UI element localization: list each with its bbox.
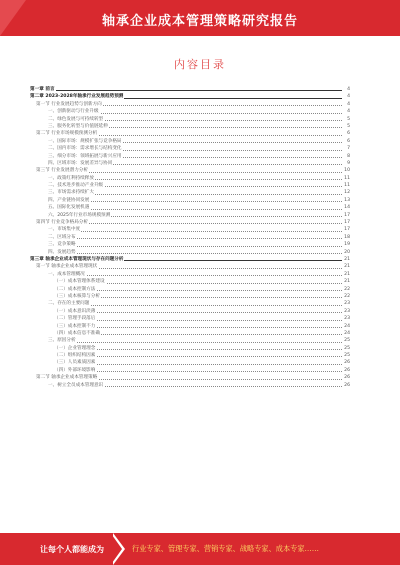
toc-entry-page: 21	[344, 264, 350, 270]
toc-entry[interactable]	[30, 359, 350, 366]
toc-entry[interactable]	[30, 219, 350, 226]
toc-entry[interactable]	[30, 374, 350, 381]
toc-entry-label: 一、成本管理概况	[48, 271, 85, 277]
footer-bar	[0, 533, 400, 565]
toc-entry-label: 第一节 轴承企业成本管理现状	[36, 264, 98, 270]
toc-entry-page: 4	[347, 101, 350, 107]
toc-leader-dots	[48, 253, 342, 254]
footer-tagline: 行业专家、管理专家、营销专家、战略专家、成本专家……	[132, 544, 319, 553]
toc-entry-page: 7	[347, 146, 350, 152]
toc-entry[interactable]	[30, 108, 350, 115]
toc-leader-dots	[48, 342, 342, 343]
toc-entry-label: 三、服务化转型与价值链延伸	[48, 123, 108, 129]
toc-entry-page: 10	[344, 168, 350, 174]
toc-entry-page: 11	[344, 183, 350, 189]
toc-entry-label: （三）人员素质因素	[54, 360, 96, 366]
toc-entry[interactable]	[30, 153, 350, 160]
table-of-contents	[30, 86, 350, 389]
toc-entry-page: 26	[344, 375, 350, 381]
toc-entry[interactable]	[30, 226, 350, 233]
toc-entry[interactable]	[30, 382, 350, 389]
toc-entry[interactable]	[30, 182, 350, 189]
toc-entry-label: （二）组织结构因素	[54, 353, 96, 359]
toc-entry-page: 4	[347, 94, 350, 100]
toc-entry-label: 第二章 2023-2028年轴承行业发展趋势预测	[30, 94, 124, 100]
toc-entry-label: 五、国际化发展机遇	[48, 205, 90, 211]
toc-entry[interactable]	[30, 167, 350, 174]
toc-entry-label: 第三章 轴承企业成本管理现状与存在问题分析	[30, 256, 124, 262]
toc-entry-label: （二）管理手段落后	[54, 316, 96, 322]
toc-entry-label: 第二节 轴承企业成本管理策略	[36, 375, 98, 381]
toc-entry[interactable]	[30, 249, 350, 256]
toc-entry-page: 26	[344, 382, 350, 388]
toc-leader-dots	[54, 356, 342, 357]
toc-leader-dots	[54, 349, 342, 350]
toc-leader-dots	[54, 371, 342, 372]
toc-entry-label: 第三节 行业发展潜力分析	[36, 168, 88, 174]
toc-entry-label: 三、原因分析	[48, 338, 76, 344]
toc-entry-label: 二、区域分布	[48, 234, 76, 240]
toc-entry-page: 23	[344, 301, 350, 307]
toc-entry[interactable]	[30, 278, 350, 285]
toc-entry-label: 六、2025年行业市场规模预测	[48, 212, 111, 218]
toc-entry[interactable]	[30, 145, 350, 152]
toc-leader-dots	[54, 320, 342, 321]
toc-entry[interactable]	[30, 212, 350, 219]
toc-entry-page: 11	[344, 175, 350, 181]
toc-entry-page: 18	[344, 234, 350, 240]
toc-entry[interactable]	[30, 286, 350, 293]
toc-entry[interactable]	[30, 123, 350, 130]
toc-entry[interactable]	[30, 367, 350, 374]
toc-entry-label: 第一节 行业发展趋势与创新方向	[36, 101, 102, 107]
toc-title: 内容目录	[174, 58, 226, 71]
toc-entry-page: 12	[344, 190, 350, 196]
toc-entry[interactable]	[30, 197, 350, 204]
toc-entry[interactable]	[30, 175, 350, 182]
toc-entry-page: 25	[344, 345, 350, 351]
toc-entry-label: （二）成本控制方法	[54, 286, 96, 292]
toc-entry-page: 17	[344, 220, 350, 226]
toc-entry[interactable]	[30, 330, 350, 337]
toc-entry-page: 4	[347, 109, 350, 115]
toc-leader-dots	[48, 238, 342, 239]
header-bar	[0, 0, 400, 36]
toc-entry-label: 三、细分市场：领域拓展与新兴应用	[48, 153, 122, 159]
toc-entry-label: 三、市场需求持续扩大	[48, 190, 94, 196]
toc-entry-page: 4	[347, 87, 350, 92]
toc-entry-label: 第四节 行业竞争格局分析	[36, 220, 88, 226]
toc-entry-page: 24	[344, 330, 350, 336]
toc-leader-dots	[54, 327, 342, 328]
toc-entry-page: 24	[344, 323, 350, 329]
toc-entry-page: 9	[347, 160, 350, 166]
toc-entry-page: 8	[347, 153, 350, 159]
toc-entry[interactable]	[30, 234, 350, 241]
toc-leader-dots	[54, 364, 342, 365]
toc-entry-label: （三）成本核算与分析	[54, 293, 100, 299]
page-title: 轴承企业成本管理策略研究报告	[101, 14, 298, 29]
toc-entry[interactable]	[30, 345, 350, 352]
toc-entry-page: 25	[344, 353, 350, 359]
toc-entry-label: （一）成本意识淡薄	[54, 308, 96, 314]
toc-entry-page: 25	[344, 338, 350, 344]
toc-entry-page: 20	[344, 249, 350, 255]
toc-entry-page: 17	[344, 212, 350, 218]
toc-entry-label: 二、国内市场：需求增长与结构变化	[48, 146, 122, 152]
toc-entry-label: 四、发展趋势	[48, 249, 76, 255]
toc-entry-label: （三）成本控制不力	[54, 323, 96, 329]
toc-entry[interactable]	[30, 337, 350, 344]
toc-leader-dots	[48, 246, 342, 247]
toc-entry-label: 一、创新驱动与行业升级	[48, 109, 99, 115]
toc-entry[interactable]	[30, 352, 350, 359]
toc-entry-page: 21	[344, 271, 350, 277]
toc-entry-page: 17	[344, 227, 350, 233]
toc-entry-page: 26	[344, 367, 350, 373]
toc-entry-label: （一）企业管理理念	[54, 345, 96, 351]
toc-entry-label: 三、竞争策略	[48, 242, 76, 248]
toc-leader-dots	[30, 90, 342, 91]
toc-entry[interactable]	[30, 263, 350, 270]
toc-entry-page: 21	[344, 256, 350, 262]
toc-entry-page: 21	[344, 279, 350, 285]
toc-entry-label: 第二节 行业市场规模预测分析	[36, 131, 98, 137]
toc-entry-label: 第一章 前言	[30, 87, 55, 92]
toc-entry[interactable]	[30, 160, 350, 167]
toc-entry-label: （四）外部环境影响	[54, 367, 96, 373]
toc-entry-page: 5	[347, 116, 350, 122]
toc-entry[interactable]	[30, 293, 350, 300]
toc-entry-label: 一、树立全员成本管理意识	[48, 382, 104, 388]
toc-entry-page: 6	[347, 131, 350, 137]
footer-arrow-inner	[112, 535, 122, 563]
toc-entry-label: 四、区域市场：发展差异与协同	[48, 160, 113, 166]
toc-leader-dots	[48, 231, 342, 232]
toc-entry[interactable]	[30, 300, 350, 307]
toc-entry-page: 14	[344, 205, 350, 211]
toc-entry[interactable]	[30, 315, 350, 322]
toc-entry[interactable]	[30, 130, 350, 137]
toc-entry-label: 四、产业链协同发展	[48, 197, 90, 203]
toc-entry-page: 13	[344, 197, 350, 203]
toc-entry-label: 二、绿色发展与可持续转型	[48, 116, 104, 122]
toc-entry-label: （四）成本信息不准确	[54, 330, 100, 336]
footer-slogan: 让每个人都能成为	[40, 545, 104, 554]
toc-leader-dots	[48, 275, 342, 276]
toc-entry-page: 19	[344, 242, 350, 248]
toc-entry[interactable]	[30, 256, 350, 263]
toc-entry-label: 一、国际市场：规模扩张与竞争格局	[48, 138, 122, 144]
toc-entry[interactable]	[30, 86, 350, 93]
toc-entry-label: （一）成本管理体系建设	[54, 279, 105, 285]
toc-leader-dots	[48, 305, 342, 306]
toc-entry-label: 一、市场集中度	[48, 227, 81, 233]
toc-leader-dots	[54, 290, 342, 291]
toc-entry-page: 6	[347, 138, 350, 144]
toc-entry[interactable]	[30, 189, 350, 196]
toc-entry-page: 5	[347, 123, 350, 129]
toc-entry[interactable]	[30, 93, 350, 100]
toc-entry[interactable]	[30, 241, 350, 248]
toc-entry[interactable]	[30, 138, 350, 145]
toc-entry-page: 26	[344, 360, 350, 366]
toc-entry[interactable]	[30, 204, 350, 211]
toc-entry[interactable]	[30, 323, 350, 330]
toc-entry[interactable]	[30, 271, 350, 278]
toc-entry-label: 一、政策红利持续释放	[48, 175, 94, 181]
toc-entry[interactable]	[30, 308, 350, 315]
toc-leader-dots	[48, 201, 342, 202]
toc-entry[interactable]	[30, 101, 350, 108]
toc-entry-page: 22	[344, 286, 350, 292]
toc-entry-label: 二、存在的主要问题	[48, 301, 90, 307]
toc-entry-page: 23	[344, 316, 350, 322]
toc-leader-dots	[54, 312, 342, 313]
toc-entry[interactable]	[30, 116, 350, 123]
toc-entry-page: 22	[344, 293, 350, 299]
toc-leader-dots	[48, 209, 342, 210]
toc-entry-label: 二、技术进步推动产业升级	[48, 183, 104, 189]
toc-entry-page: 23	[344, 308, 350, 314]
